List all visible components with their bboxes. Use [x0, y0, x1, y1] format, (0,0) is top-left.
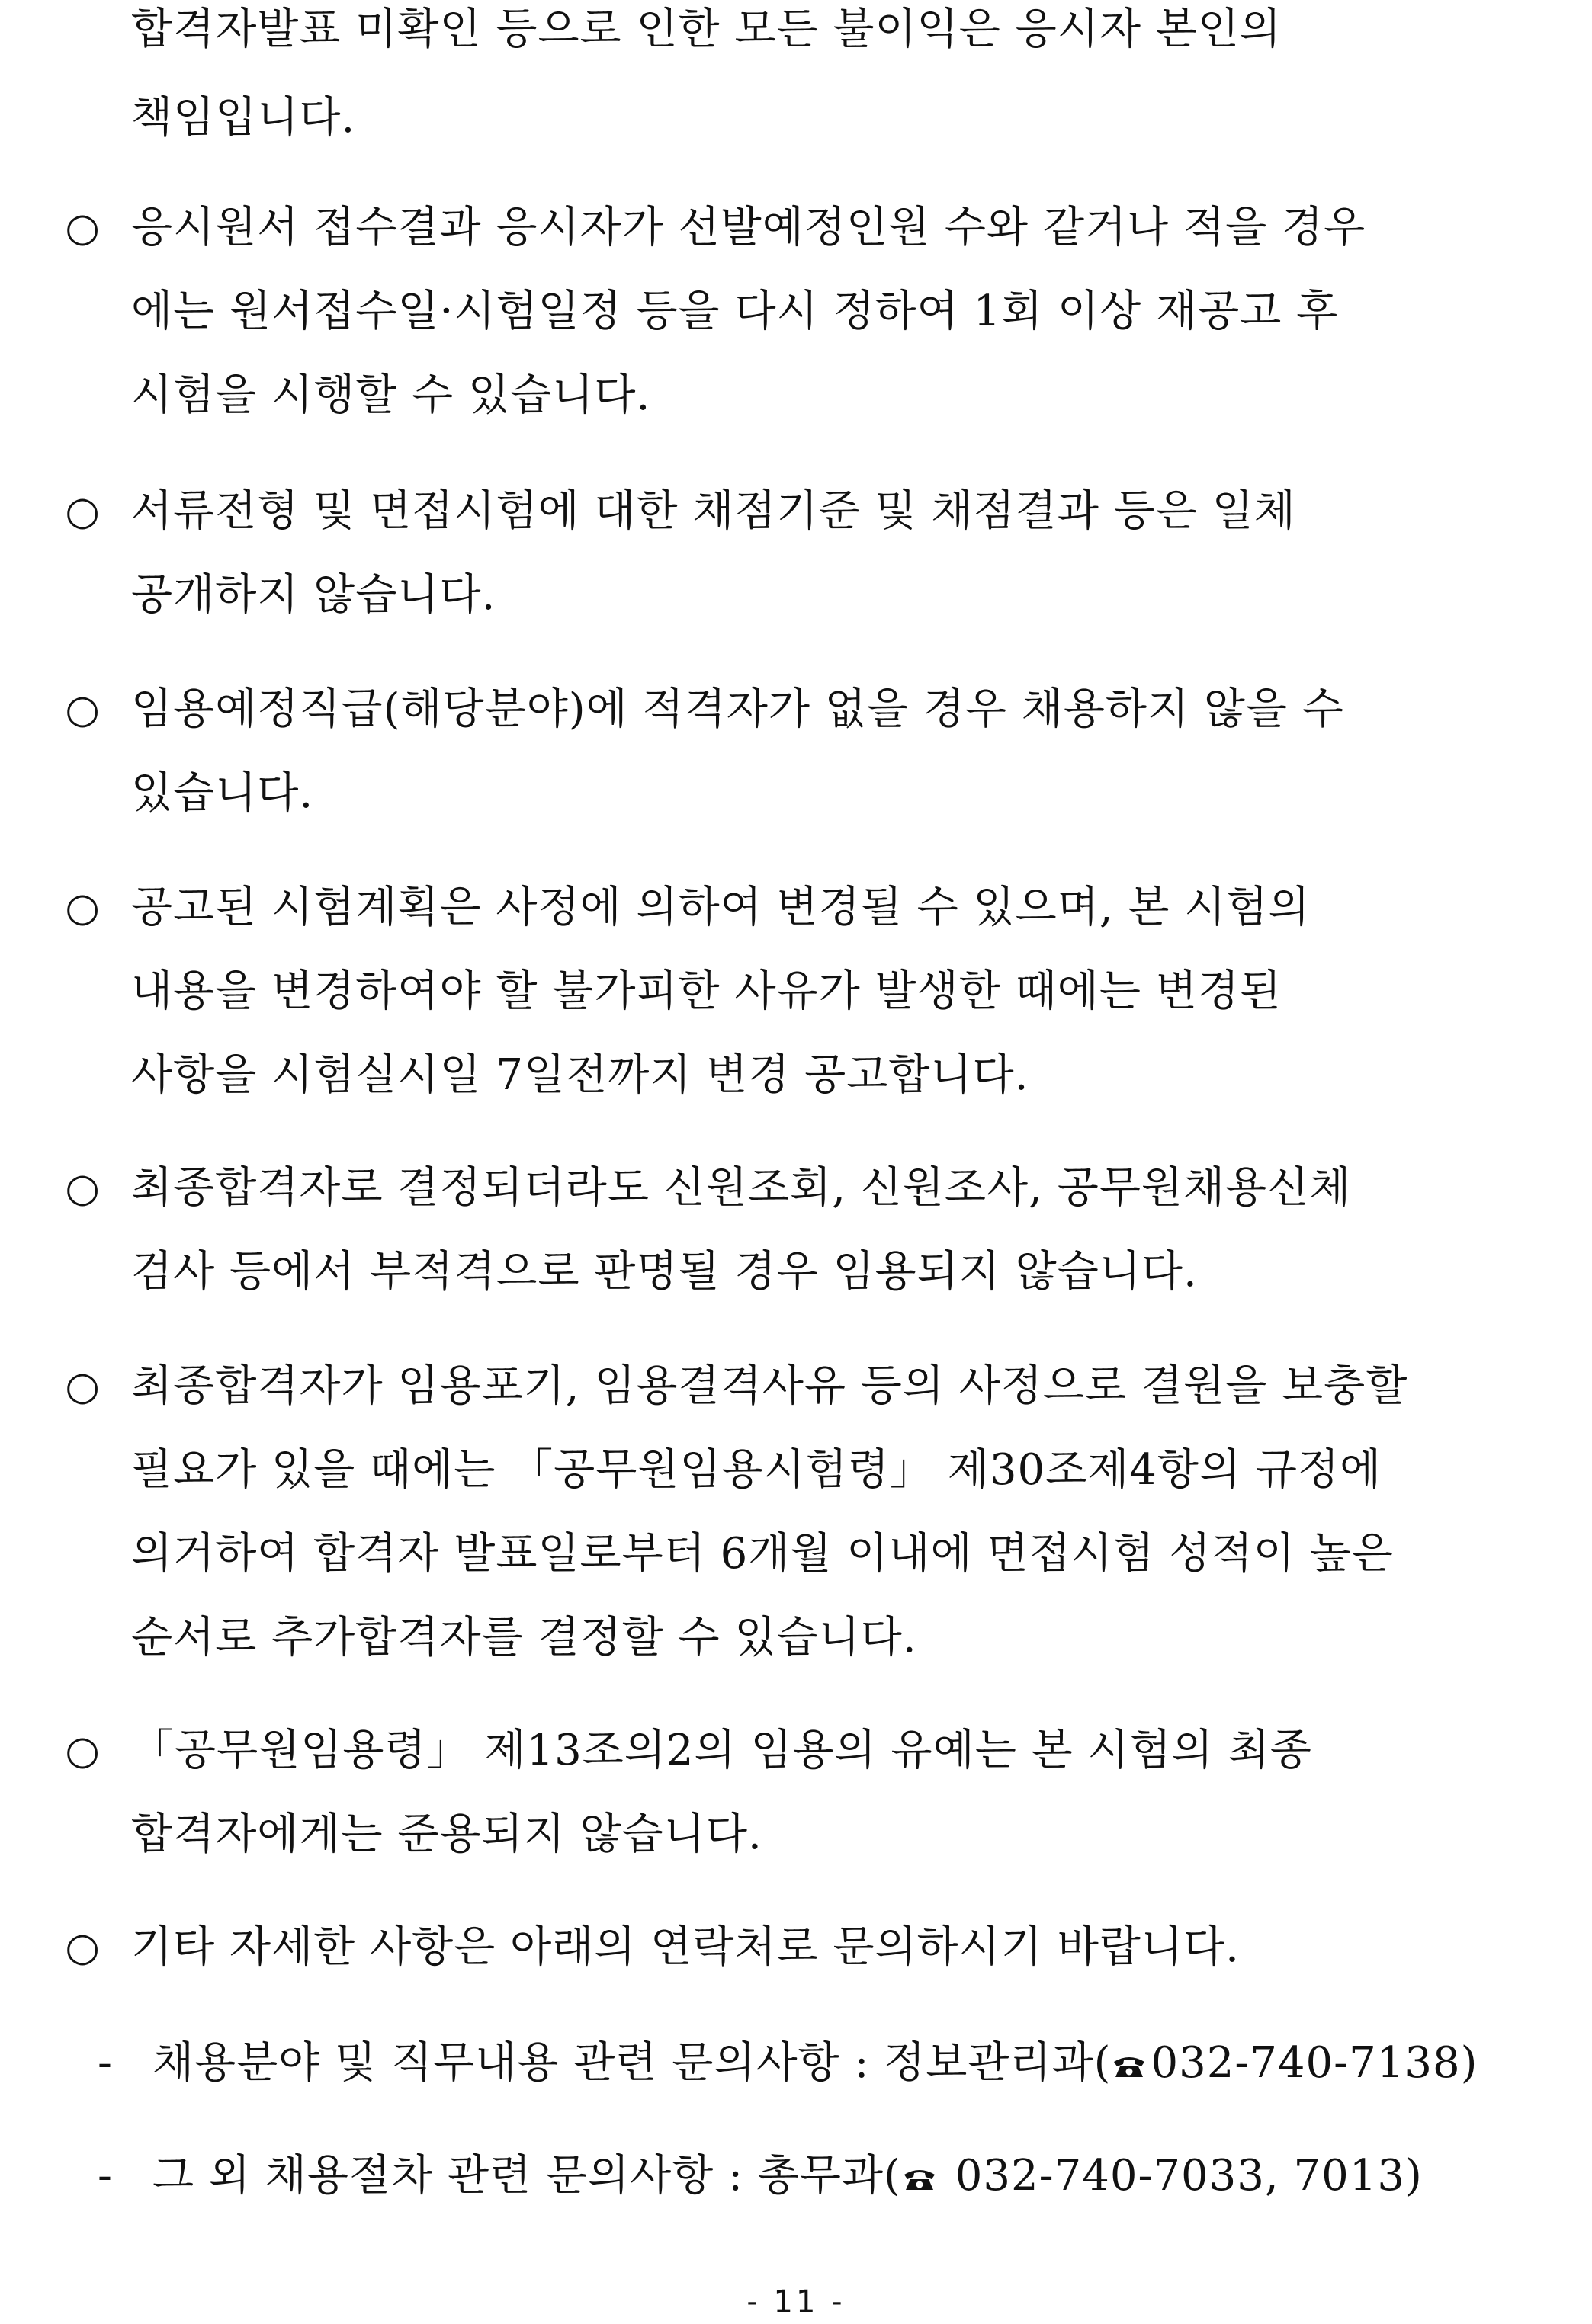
bullet-circle: ○: [65, 1728, 100, 1774]
dash-marker: -: [98, 2151, 112, 2201]
paragraph-2-line-1: 공개하지 않습니다.: [131, 570, 496, 620]
contact-line-general-affairs: [152, 2149, 1423, 2203]
paragraph-0-line-0: 합격자발표 미확인 등으로 인한 모든 불이익은 응시자 본인의: [131, 5, 1282, 54]
paragraph-6-line-0: 최종합격자가 임용포기, 임용결격사유 등의 사정으로 결원을 보충할: [131, 1361, 1408, 1411]
contact-label: 채용분야 및 직무내용 관련 문의사항 : 정보관리과(: [152, 2038, 1112, 2088]
contact-line-info-management: [152, 2037, 1478, 2090]
paragraph-6-line-2: 의거하여 합격자 발표일로부터 6개월 이내에 면접시험 성적이 높은: [131, 1529, 1394, 1579]
bullet-circle: ○: [65, 885, 100, 931]
paragraph-1-line-0: 응시원서 접수결과 응시자가 선발예정인원 수와 같거나 적을 경우: [131, 203, 1366, 252]
bullet-circle: ○: [65, 1364, 100, 1409]
paragraph-2-line-0: 서류전형 및 면접시험에 대한 채점기준 및 채점결과 등은 일체: [131, 486, 1296, 536]
paragraph-4-line-0: 공고된 시험계획은 사정에 의하여 변경될 수 있으며, 본 시험의: [131, 883, 1311, 932]
contact-phone: 032-740-7138): [1151, 2038, 1478, 2088]
bullet-circle: ○: [65, 1165, 100, 1211]
bullet-circle: ○: [65, 489, 100, 534]
paragraph-3-line-1: 있습니다.: [131, 768, 314, 818]
paragraph-7-line-1: 합격자에게는 준용되지 않습니다.: [131, 1810, 762, 1859]
bullet-circle: ○: [65, 1925, 100, 1970]
paragraph-5-line-1: 검사 등에서 부적격으로 판명될 경우 임용되지 않습니다.: [131, 1247, 1198, 1297]
dash-marker: -: [98, 2038, 112, 2088]
paragraph-7-line-0: 「공무원임용령」 제13조의2의 임용의 유예는 본 시험의 최종: [131, 1726, 1312, 1775]
bullet-circle: ○: [65, 205, 100, 251]
paragraph-6-line-1: 필요가 있을 때에는 「공무원임용시험령」 제30조제4항의 규정에: [131, 1445, 1382, 1495]
paragraph-1-line-2: 시험을 시행할 수 있습니다.: [131, 370, 651, 420]
page-number: - 11 -: [746, 2284, 846, 2319]
paragraph-0-line-1: 책임입니다.: [131, 93, 356, 143]
telephone-icon: [1111, 2051, 1147, 2080]
paragraph-4-line-1: 내용을 변경하여야 할 불가피한 사유가 발생한 때에는 변경된: [131, 966, 1282, 1016]
paragraph-1-line-1: 에는 원서접수일·시험일정 등을 다시 정하여 1회 이상 재공고 후: [131, 287, 1339, 336]
paragraph-4-line-2: 사항을 시험실시일 7일전까지 변경 공고합니다.: [131, 1050, 1029, 1100]
contact-label: 그 외 채용절차 관련 문의사항 : 총무과(: [152, 2151, 901, 2201]
paragraph-6-line-3: 순서로 추가합격자를 결정할 수 있습니다.: [131, 1613, 917, 1662]
paragraph-5-line-0: 최종합격자로 결정되더라도 신원조회, 신원조사, 공무원채용신체: [131, 1163, 1352, 1213]
contact-phone: 032-740-7033, 7013): [940, 2151, 1423, 2201]
paragraph-8-line-0: 기타 자세한 사항은 아래의 연락처로 문의하시기 바랍니다.: [131, 1922, 1240, 1972]
paragraph-3-line-0: 임용예정직급(해당분야)에 적격자가 없을 경우 채용하지 않을 수: [131, 684, 1344, 734]
bullet-circle: ○: [65, 687, 100, 732]
telephone-icon: [901, 2164, 938, 2193]
